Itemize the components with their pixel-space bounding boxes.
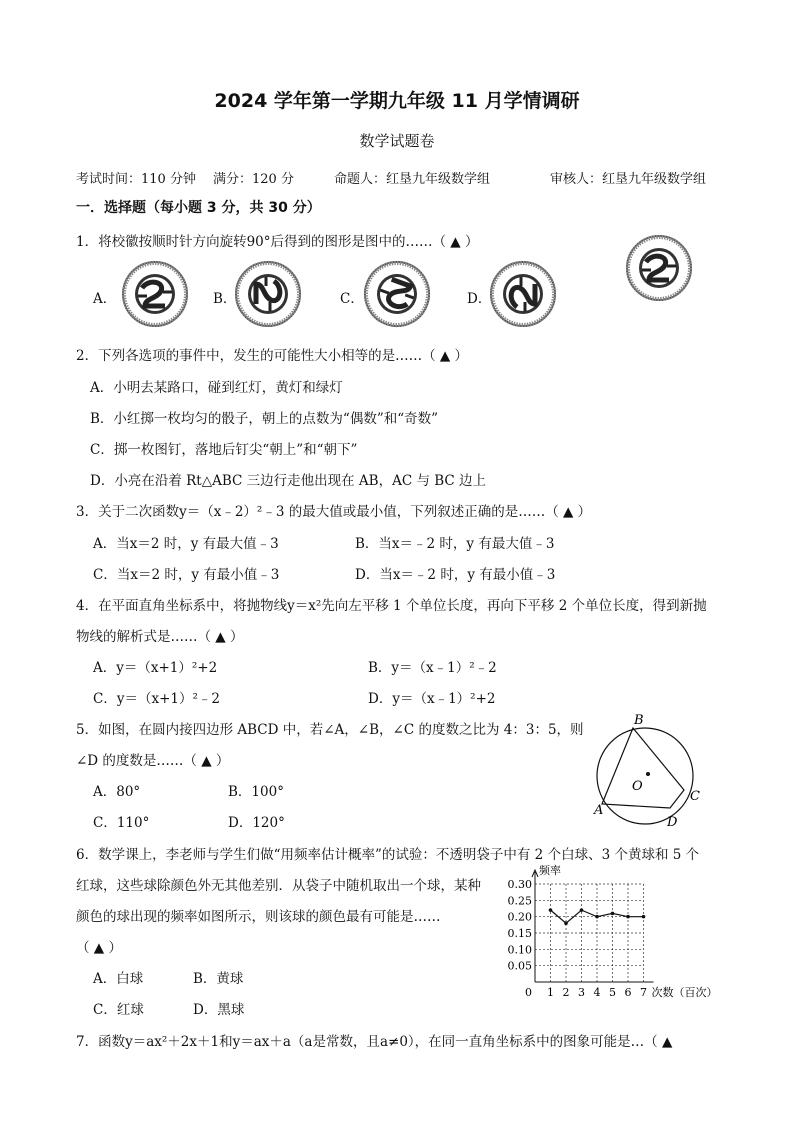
y-tick-label: 0.05 (507, 959, 532, 973)
q5-option-a: A．80° (93, 784, 141, 800)
page-title: 2024 学年第一学期九年级 11 月学情调研 (214, 90, 580, 112)
q4-option-b: B．y＝（x﹣1）²﹣2 (368, 660, 497, 676)
x-tick-label: 4 (593, 986, 601, 999)
exam-reviewer: 审核人：红垦九年级数学组 (550, 172, 707, 187)
data-point (626, 915, 630, 919)
q1-option-c-label: C． (340, 291, 364, 307)
seal-option-d (491, 262, 555, 326)
label-o: O (632, 779, 643, 794)
q4-option-d: D．y＝（x﹣1）²+2 (368, 691, 496, 707)
label-a: A (594, 803, 604, 818)
q3-option-c: C．当x＝2 时，y 有最小值﹣3 (93, 567, 280, 583)
y-tick-label: 0.25 (507, 894, 532, 908)
q4-option-c: C．y＝（x+1）²﹣2 (93, 691, 220, 707)
seal-option-b (236, 262, 300, 326)
chart-y-label: 频率 (539, 864, 561, 877)
data-point (642, 915, 646, 919)
seal-option-a (123, 262, 187, 326)
frequency-chart (495, 862, 725, 1002)
x-tick-label: 3 (578, 986, 585, 999)
y-tick-label: 0.10 (507, 943, 532, 957)
q2-option-d: D．小亮在沿着 Rt△ABC 三边行走他出现在 AB，AC 与 BC 边上 (90, 473, 487, 489)
seal-option-c (356, 253, 438, 335)
q2-option-a: A．小明去某路口，碰到红灯，黄灯和绿灯 (90, 380, 343, 396)
data-point (611, 912, 615, 916)
question-7-stem: 7．函数y＝ax²＋2x＋1和y＝ax＋a（a是常数，且a≠0），在同一直角坐标系中的图象可能是…（ ▲ (76, 1034, 673, 1050)
q5-option-b: B．100° (228, 784, 284, 800)
question-6-stem-line4: （ ▲ ） (76, 940, 122, 956)
circle-quadrilateral-figure (588, 708, 718, 834)
question-4-stem-line2: 物线的解析式是……（ ▲ ） (76, 629, 244, 645)
question-2-stem: 2．下列各选项的事件中，发生的可能性大小相等的是……（ ▲ ） (76, 348, 469, 364)
chart-ticks (508, 878, 648, 999)
label-d: D (667, 815, 678, 830)
question-3-stem: 3．关于二次函数y＝（x﹣2）²﹣3 的最大值或最小值，下列叙述正确的是……（ ▲ ） (76, 504, 592, 520)
q3-option-b: B．当x＝﹣2 时，y 有最大值﹣3 (355, 536, 555, 552)
question-6-stem-line3: 颜色的球出现的频率如图所示，则该球的颜色最有可能是…… (76, 909, 441, 925)
q3-option-a: A．当x＝2 时，y 有最大值﹣3 (93, 536, 279, 552)
chart-grid (535, 884, 644, 982)
q5-option-d: D．120° (228, 815, 285, 831)
seal-original (627, 236, 691, 300)
q4-option-a: A．y＝（x+1）²+2 (93, 660, 218, 676)
section-heading: 一．选择题（每小题 3 分，共 30 分） (76, 200, 321, 216)
question-5-stem-line1: 5．如图，在圆内接四边形 ABCD 中，若∠A，∠B，∠C 的度数之比为 4：3：5，则 (76, 722, 584, 738)
q3-option-d: D．当x＝﹣2 时，y 有最小值﹣3 (355, 567, 556, 583)
x-tick-label: 2 (562, 986, 570, 999)
y-tick-label: 0.15 (507, 927, 532, 940)
center-point (646, 772, 650, 776)
x-tick-label: 5 (609, 986, 616, 999)
question-1-stem: 1．将校徽按顺时针方向旋转90°后得到的图形是图中的……（ ▲ ） (76, 234, 479, 250)
chart-x-label: 次数（百次） (651, 986, 718, 999)
exam-time: 考试时间：110 分钟 (76, 172, 196, 187)
y-tick-label: 0.20 (507, 910, 532, 924)
question-4-stem-line1: 4．在平面直角坐标系中，将抛物线y＝x²先向左平移 1 个单位长度，再向下平移 2 个单位长度，得到新抛 (76, 598, 707, 614)
question-6-stem-line1: 6．数学课上，李老师与学生们做“用频率估计概率”的试验：不透明袋子中有 2 个白球、3 个黄球和 5 个 (76, 847, 700, 863)
q1-option-a-label: A． (93, 291, 117, 307)
q6-option-b: B．黄球 (193, 971, 244, 987)
seal-layer (0, 0, 794, 340)
data-point (549, 908, 553, 912)
q1-option-d-label: D． (467, 291, 492, 307)
x-tick-label: 1 (547, 986, 554, 999)
y-tick-label: 0.30 (507, 878, 532, 891)
label-b: B (634, 713, 644, 728)
q2-option-c: C．掷一枚图钉，落地后钉尖“朝上”和“朝下” (90, 442, 358, 458)
q2-option-b: B．小红掷一枚均匀的骰子，朝上的点数为“偶数”和“奇数” (90, 411, 439, 427)
q6-option-c: C．红球 (93, 1002, 144, 1018)
data-point (580, 908, 584, 912)
data-point (595, 915, 599, 919)
q5-option-c: C．110° (93, 815, 150, 831)
q6-option-d: D．黑球 (193, 1002, 245, 1018)
x-tick-label: 6 (624, 986, 632, 999)
q1-option-b-label: B． (213, 291, 237, 307)
quadrilateral-abcd (602, 728, 684, 808)
question-6-stem-line2: 红球，这些球除颜色外无其他差别．从袋子中随机取出一个球，某种 (76, 878, 481, 894)
q6-option-a: A．白球 (93, 971, 144, 987)
exam-score: 满分：120 分 (213, 172, 294, 187)
question-5-stem-line2: ∠D 的度数是……（ ▲ ） (76, 753, 230, 769)
exam-author: 命题人：红垦九年级数学组 (334, 172, 491, 187)
chart-origin-label: 0 (525, 986, 532, 999)
data-point (564, 921, 568, 925)
label-c: C (690, 789, 700, 804)
x-tick-label: 7 (640, 986, 647, 999)
page-subtitle: 数学试题卷 (359, 132, 435, 150)
